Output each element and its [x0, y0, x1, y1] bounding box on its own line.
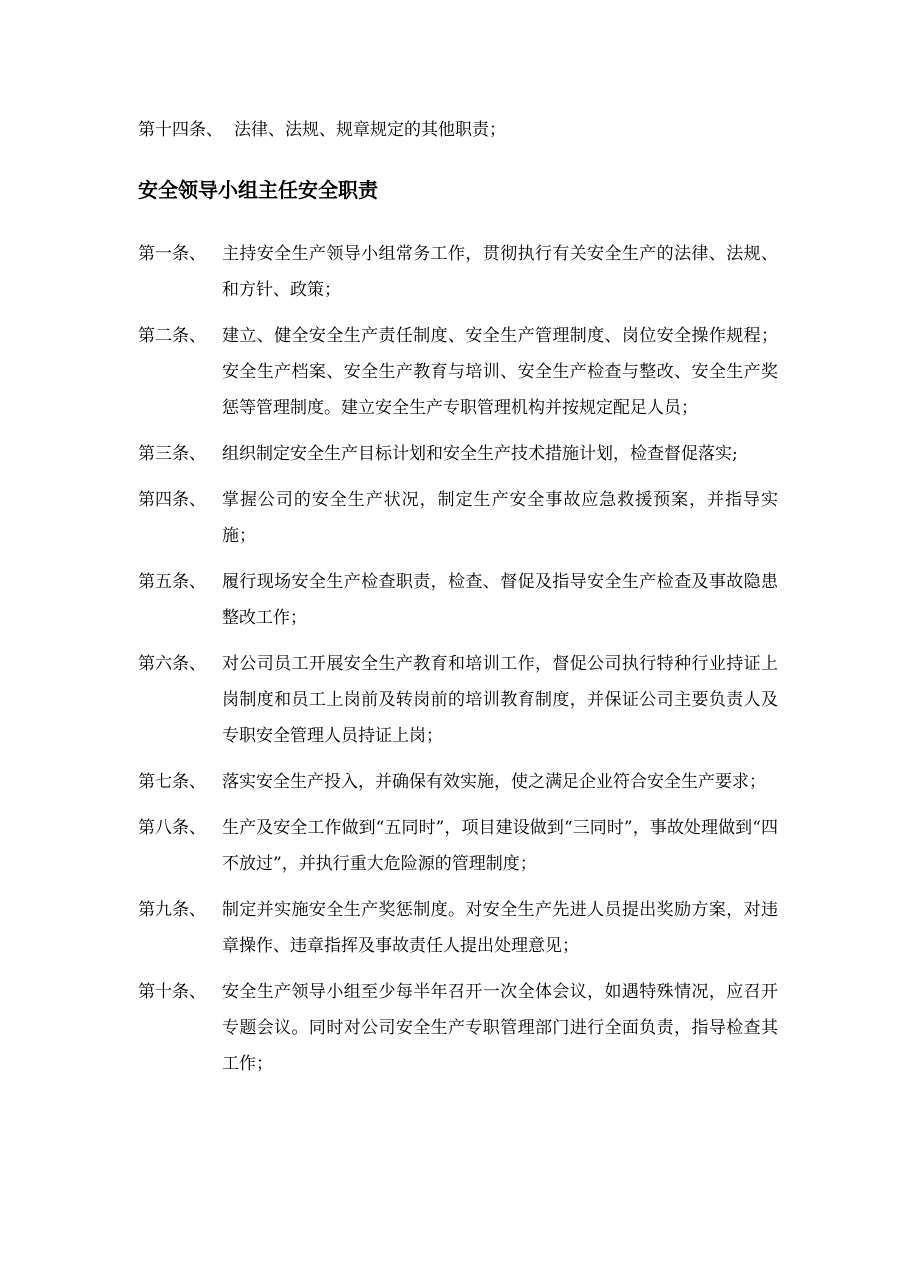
article-text: 建立、健全安全生产责任制度、安全生产管理制度、岗位安全操作规程；安全生产档案、安全生产教育与培训、安全生产检查与整改、安全生产奖惩等管理制度。建立安全生产专职管理机构并按规定配足人员；	[222, 326, 778, 418]
article-number: 第八条、	[138, 818, 206, 838]
article-number: 第三条、	[138, 444, 206, 464]
article-3	[138, 436, 778, 472]
article-number: 第十条、	[138, 982, 206, 1002]
article-number: 第四条、	[138, 490, 206, 510]
article-9	[138, 892, 778, 964]
article-7	[138, 764, 778, 800]
article-1	[138, 236, 778, 308]
article-8	[138, 810, 778, 882]
article-4	[138, 482, 778, 554]
article-text: 履行现场安全生产检查职责，检查、督促及指导安全生产检查及事故隐患整改工作；	[222, 572, 778, 628]
article-number: 第二条、	[138, 326, 206, 346]
article-number: 第一条、	[138, 244, 206, 264]
article-number: 第十四条、	[138, 120, 223, 140]
article-text: 法律、法规、规章规定的其他职责；	[234, 120, 506, 140]
article-text: 掌握公司的安全生产状况，制定生产安全事故应急救援预案，并指导实施；	[222, 490, 778, 546]
article-2	[138, 318, 778, 426]
article-number: 第七条、	[138, 772, 206, 792]
article-number: 第五条、	[138, 572, 206, 592]
article-6	[138, 646, 778, 754]
article-text: 组织制定安全生产目标计划和安全生产技术措施计划，检查督促落实;	[222, 444, 738, 464]
article-number: 第六条、	[138, 654, 206, 674]
article-10	[138, 974, 778, 1082]
article-5	[138, 564, 778, 636]
article-text: 主持安全生产领导小组常务工作，贯彻执行有关安全生产的法律、法规、和方针、政策；	[222, 244, 778, 300]
article-text: 安全生产领导小组至少每半年召开一次全体会议，如遇特殊情况，应召开专题会议。同时对公司安全生产专职管理部门进行全面负责，指导检查其工作；	[222, 982, 778, 1074]
article-text: 对公司员工开展安全生产教育和培训工作，督促公司执行特种行业持证上岗制度和员工上岗前及转岗前的培训教育制度，并保证公司主要负责人及专职安全管理人员持证上岗；	[222, 654, 778, 746]
section-title: 安全领导小组主任安全职责	[138, 178, 378, 202]
article-text: 制定并实施安全生产奖惩制度。对安全生产先进人员提出奖励方案，对违章操作、违章指挥及事故责任人提出处理意见；	[222, 900, 778, 956]
lead-article	[138, 118, 778, 142]
article-list	[138, 236, 778, 1092]
article-text: 生产及安全工作做到“五同时”，项目建设做到“三同时”，事故处理做到“四不放过”，并执行重大危险源的管理制度；	[222, 818, 778, 874]
article-number: 第九条、	[138, 900, 206, 920]
article-text: 落实安全生产投入，并确保有效实施，使之满足企业符合安全生产要求；	[222, 772, 766, 792]
